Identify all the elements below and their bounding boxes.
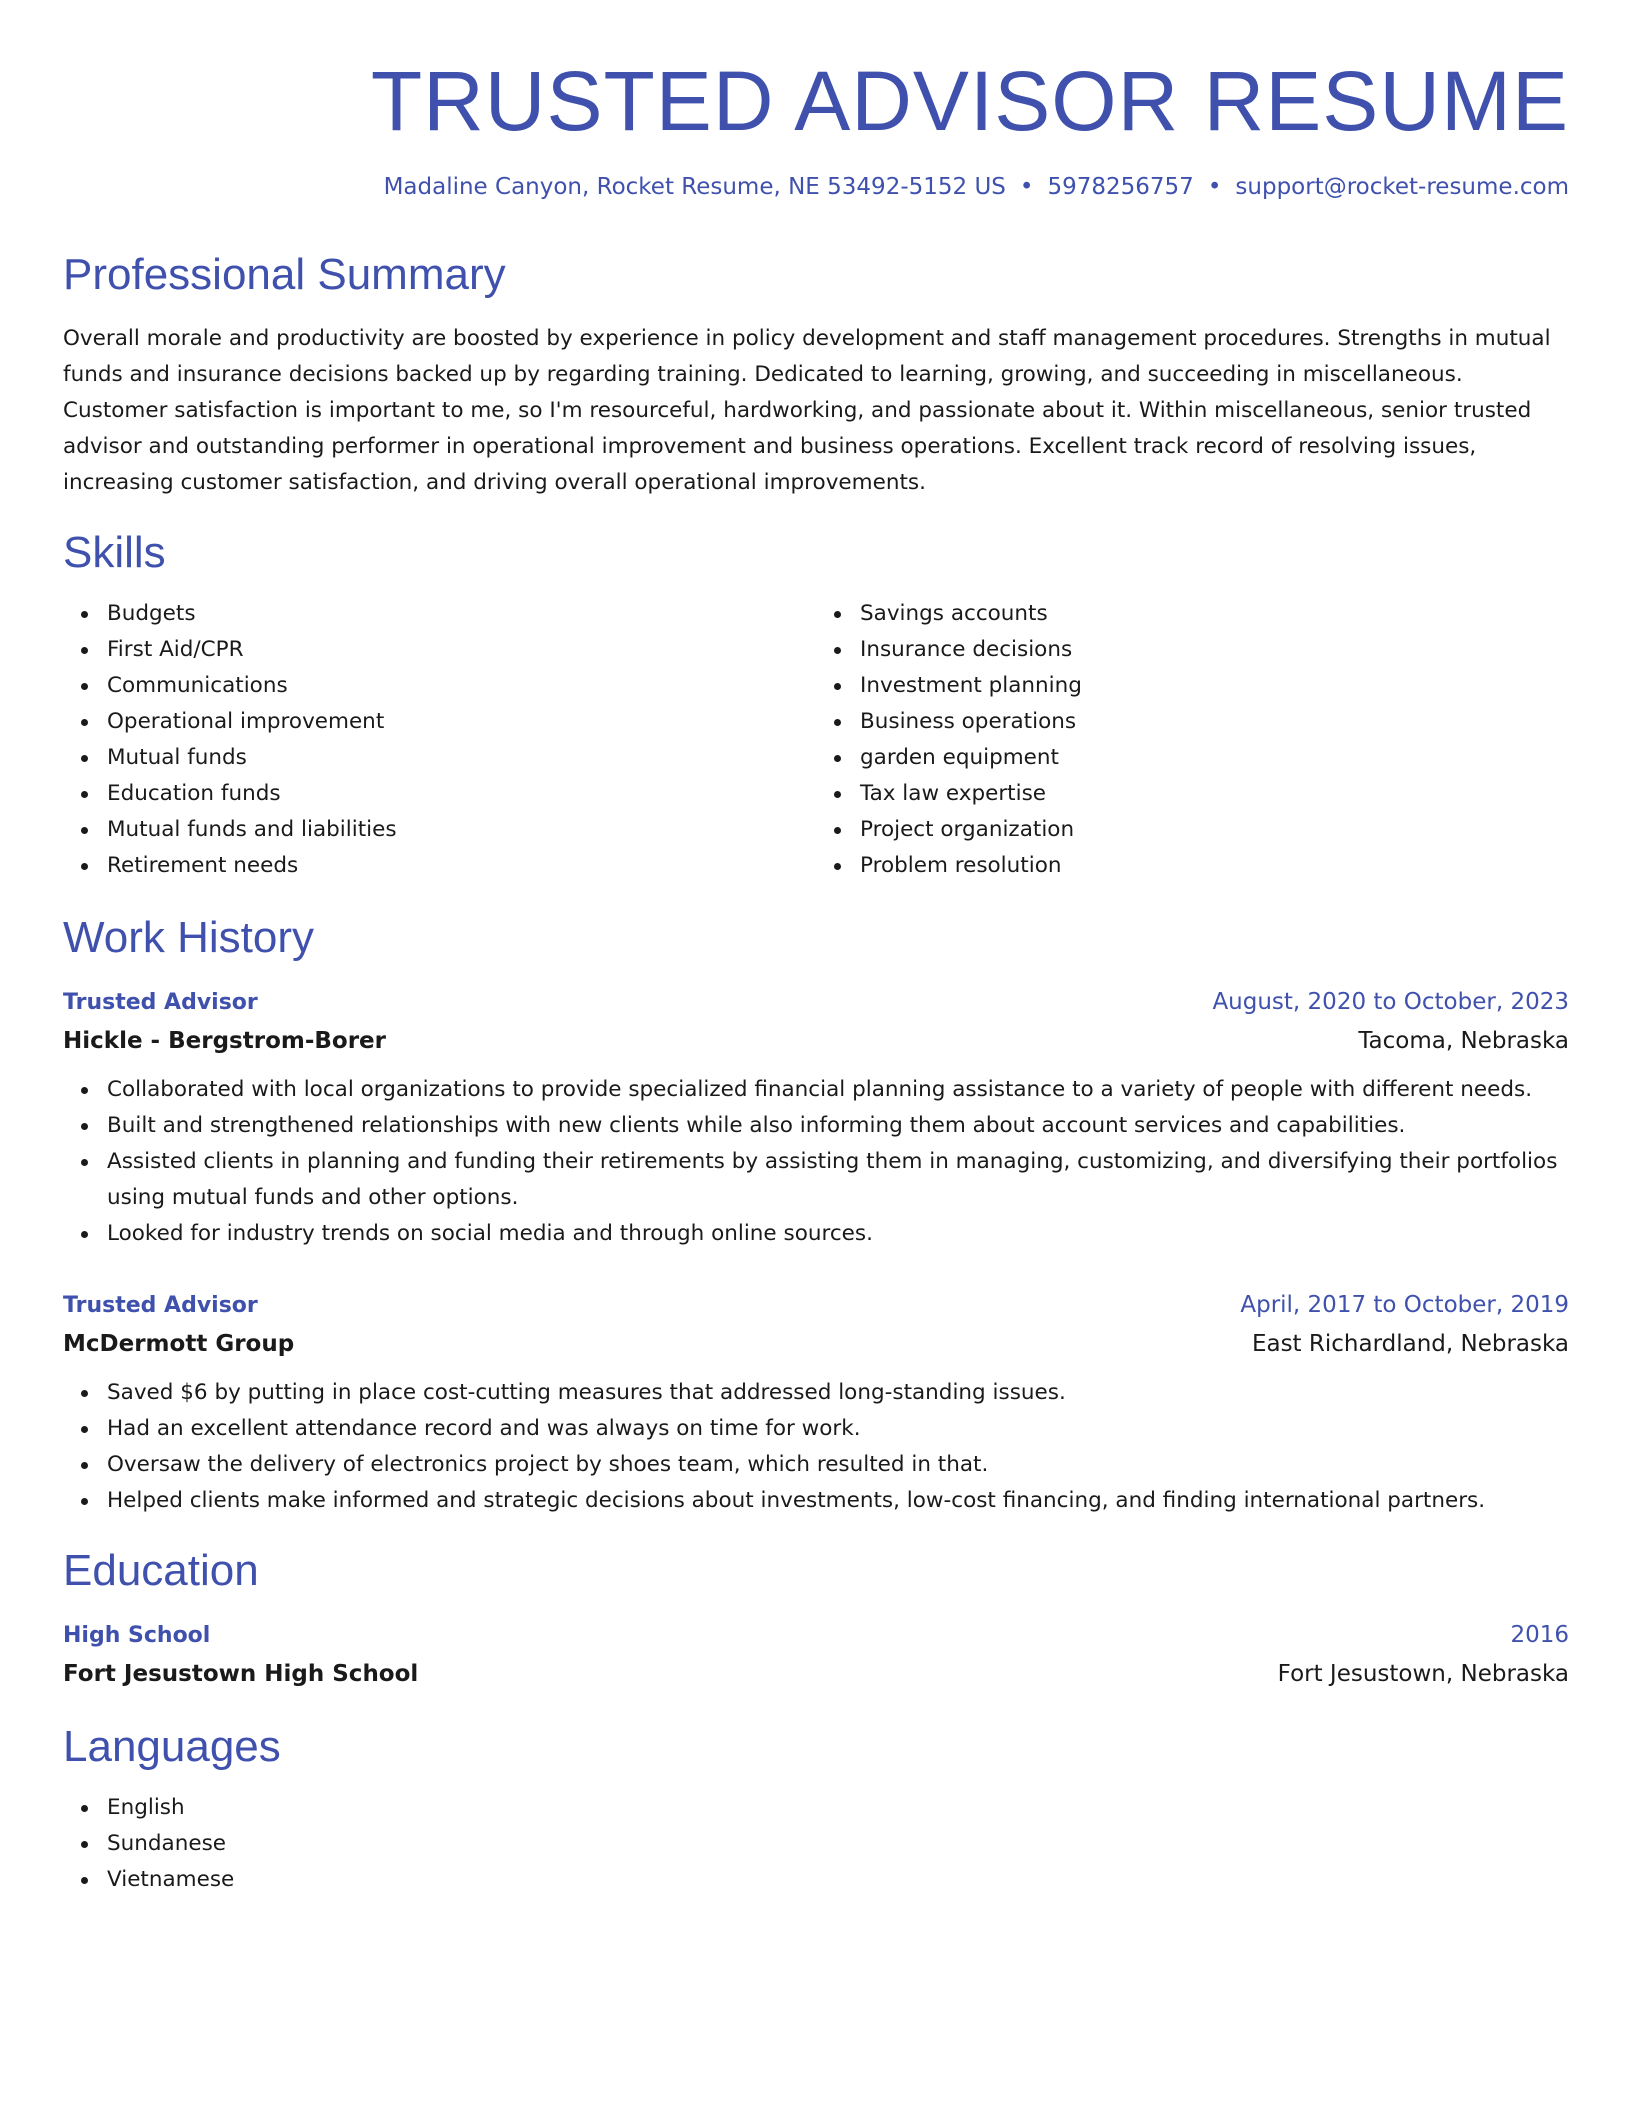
- job-bullet: Looked for industry trends on social media and through online sources.: [107, 1216, 1569, 1252]
- skill-item: Insurance decisions: [860, 632, 1569, 668]
- language-item: Sundanese: [107, 1826, 1569, 1862]
- summary-heading: Professional Summary: [63, 249, 506, 299]
- skill-item: Tax law expertise: [860, 776, 1569, 812]
- job-bullet: Saved $6 by putting in place cost-cutting measures that addressed long-standing issues.: [107, 1375, 1569, 1411]
- languages-heading: Languages: [63, 1721, 281, 1771]
- contact-address: Madaline Canyon, Rocket Resume, NE 53492-5152 US: [383, 173, 1006, 200]
- skills-column-left: [63, 596, 816, 884]
- job-title: Trusted Advisor: [63, 990, 258, 1015]
- job-dates: August, 2020 to October, 2023: [1212, 989, 1569, 1015]
- job-entry: [63, 1286, 1569, 1519]
- job-location: Tacoma, Nebraska: [1358, 1028, 1569, 1054]
- job-bullet: Assisted clients in planning and funding their retirements by assisting them in managing, customizing, and diversifying their portfolios using mutual funds and other options.: [107, 1144, 1569, 1216]
- education-school: Fort Jesustown High School: [63, 1660, 419, 1687]
- skill-item: Project organization: [860, 812, 1569, 848]
- skill-item: Retirement needs: [107, 848, 816, 884]
- job-title: Trusted Advisor: [63, 1293, 258, 1318]
- language-item: English: [107, 1790, 1569, 1826]
- languages-list: [63, 1790, 1569, 1898]
- skill-item: First Aid/CPR: [107, 632, 816, 668]
- job-dates: April, 2017 to October, 2019: [1240, 1292, 1569, 1318]
- skill-item: garden equipment: [860, 740, 1569, 776]
- skill-item: Mutual funds and liabilities: [107, 812, 816, 848]
- skills-grid: [63, 596, 1569, 884]
- job-bullets: [63, 1072, 1569, 1252]
- job-title-row: [63, 983, 1569, 1022]
- contact-phone: 5978256757: [1047, 173, 1194, 200]
- job-location: East Richardland, Nebraska: [1251, 1331, 1569, 1357]
- education-year: 2016: [1510, 1621, 1569, 1648]
- education-heading: Education: [63, 1546, 259, 1595]
- skills-heading: Skills: [63, 528, 166, 578]
- education-degree-row: [63, 1616, 1569, 1655]
- resume-title: TRUSTED ADVISOR RESUME: [370, 54, 1569, 148]
- summary-text: Overall morale and productivity are boosted by experience in policy development and staff management procedures. Strengths in mutual funds and insurance decisions backed up by regarding training. Dedicated to learning, growing, and succeeding in miscellaneous. Customer satisfaction is important to me, so I'm resourceful, hardworking, and passionate about it. Within miscellaneous, senior trusted advisor and outstanding performer in operational improvement and business operations. Excellent track record of resolving issues, increasing customer satisfaction, and driving overall operational improvements.: [63, 326, 1551, 496]
- skill-item: Investment planning: [860, 668, 1569, 704]
- job-entry: [63, 983, 1569, 1252]
- contact-line: [63, 173, 1569, 203]
- education-degree: High School: [63, 1622, 211, 1648]
- education-entry: [63, 1616, 1569, 1693]
- contact-separator: •: [1207, 173, 1222, 200]
- job-bullet: Collaborated with local organizations to provide specialized financial planning assistance to a variety of people with different needs.: [107, 1072, 1569, 1108]
- job-company: McDermott Group: [63, 1331, 295, 1357]
- job-bullet: Built and strengthened relationships with new clients while also informing them about account services and capabilities.: [107, 1108, 1569, 1144]
- skill-item: Mutual funds: [107, 740, 816, 776]
- contact-email: support@rocket-resume.com: [1235, 173, 1569, 200]
- job-bullet: Oversaw the delivery of electronics project by shoes team, which resulted in that.: [107, 1447, 1569, 1483]
- job-bullet: Helped clients make informed and strategic decisions about investments, low-cost financing, and finding international partners.: [107, 1483, 1569, 1519]
- skills-column-right: [816, 596, 1569, 884]
- job-company-row: [63, 1022, 1569, 1060]
- skill-item: Budgets: [107, 596, 816, 632]
- skill-item: Operational improvement: [107, 704, 816, 740]
- job-bullets: [63, 1375, 1569, 1519]
- job-bullet: Had an excellent attendance record and was always on time for work.: [107, 1411, 1569, 1447]
- skill-item: Education funds: [107, 776, 816, 812]
- job-company-row: [63, 1325, 1569, 1363]
- skill-item: Problem resolution: [860, 848, 1569, 884]
- skill-item: Savings accounts: [860, 596, 1569, 632]
- education-school-row: [63, 1655, 1569, 1693]
- job-title-row: [63, 1286, 1569, 1325]
- language-item: Vietnamese: [107, 1862, 1569, 1898]
- work-history-heading: Work History: [63, 913, 314, 963]
- education-location: Fort Jesustown, Nebraska: [1277, 1660, 1569, 1687]
- skill-item: Business operations: [860, 704, 1569, 740]
- contact-separator: •: [1019, 173, 1034, 200]
- job-company: Hickle - Bergstrom-Borer: [63, 1028, 386, 1054]
- skill-item: Communications: [107, 668, 816, 704]
